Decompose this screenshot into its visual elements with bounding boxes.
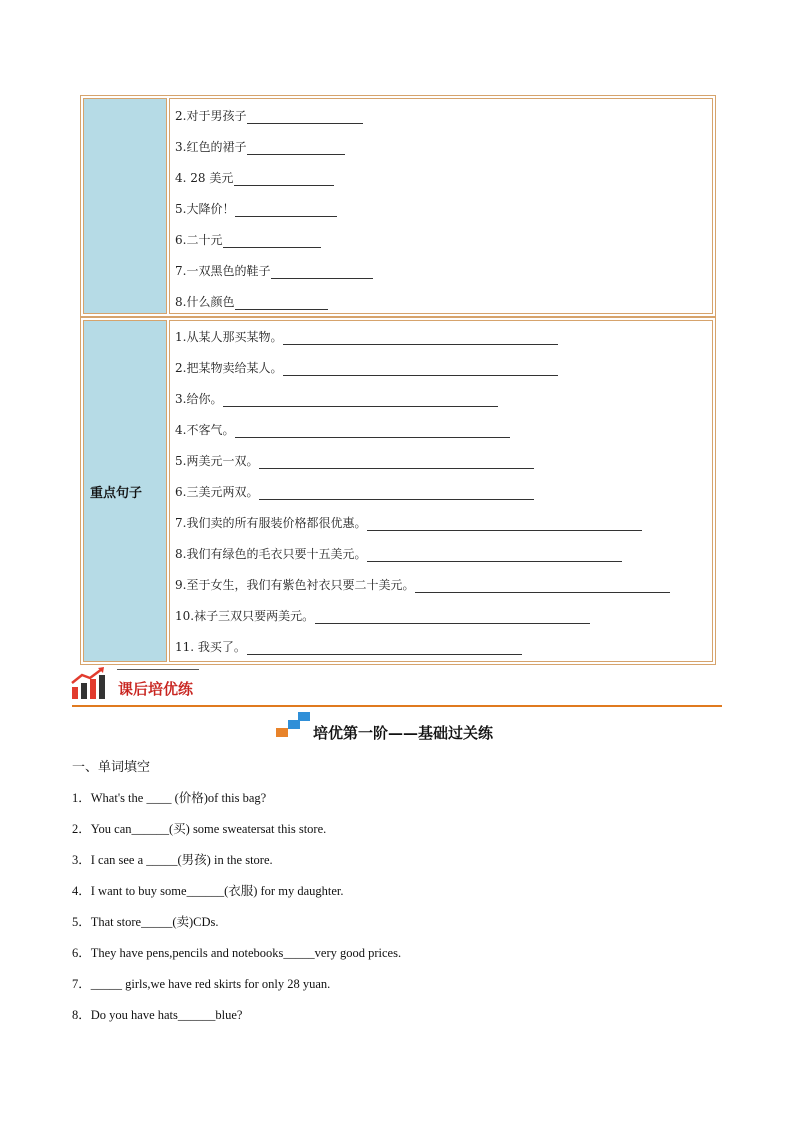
table-row-phrases [80, 95, 716, 317]
answer-blank[interactable] [283, 361, 558, 376]
vocab-table [80, 95, 716, 665]
sentence-text: 4.不客气。 [175, 423, 235, 437]
sentence-item [175, 390, 498, 407]
answer-blank[interactable] [367, 547, 622, 562]
section-title: 课后培优练 [118, 680, 194, 698]
answer-blank[interactable] [235, 423, 510, 438]
answer-blank[interactable] [283, 330, 558, 345]
sentence-item [175, 607, 590, 624]
phrase-text: 2.对于男孩子 [175, 109, 247, 123]
sentence-text: 1.从某人那买某物。 [175, 330, 283, 344]
exercise-item: 1．What's the ____ (价格)of this bag? [72, 791, 267, 805]
label-cell-phrases [83, 98, 167, 314]
row-label: 重点句子 [90, 486, 143, 501]
content-cell-sentences [169, 320, 713, 662]
sentence-item [175, 514, 642, 531]
sentence-item [175, 545, 622, 562]
section-rule [72, 705, 722, 707]
sentence-item [175, 452, 534, 469]
subsection-title: 培优第一阶——基础过关练 [313, 724, 494, 742]
sentence-text: 11. 我买了。 [175, 640, 246, 654]
answer-blank[interactable] [223, 233, 321, 248]
exercise-item: 5．That store_____(卖)CDs. [72, 915, 219, 929]
sentence-item [175, 421, 510, 438]
answer-blank[interactable] [415, 578, 670, 593]
answer-blank[interactable] [315, 609, 590, 624]
answer-blank[interactable] [271, 264, 373, 279]
exercise-item: 8．Do you have hats______blue? [72, 1008, 243, 1022]
sentence-text: 10.袜子三双只要两美元。 [175, 609, 315, 623]
exercise-item: 4．I want to buy some______(衣服) for my daughter. [72, 884, 344, 898]
answer-blank[interactable] [247, 640, 522, 655]
answer-blank[interactable] [259, 485, 534, 500]
sentence-text: 8.我们有绿色的毛衣只要十五美元。 [175, 547, 367, 561]
answer-blank[interactable] [259, 454, 534, 469]
answer-blank[interactable] [235, 295, 328, 310]
phrase-item [175, 262, 373, 279]
exercise-item: 7．_____ girls,we have red skirts for only 28 yuan. [72, 977, 331, 991]
answer-blank[interactable] [247, 109, 363, 124]
sentence-item [175, 576, 670, 593]
answer-blank[interactable] [234, 171, 334, 186]
phrase-text: 5.大降价！ [175, 202, 235, 216]
phrase-text: 6.二十元 [175, 233, 223, 247]
answer-blank[interactable] [223, 392, 498, 407]
sentence-item [175, 359, 558, 376]
sentence-text: 7.我们卖的所有服装价格都很优惠。 [175, 516, 367, 530]
content-cell-phrases [169, 98, 713, 314]
phrase-item [175, 293, 328, 310]
table-row-sentences [80, 317, 716, 665]
exercise-item: 3．I can see a _____(男孩) in the store. [72, 853, 273, 867]
exercise-item: 6．They have pens,pencils and notebooks_____very good prices. [72, 946, 402, 960]
phrase-item [175, 200, 337, 217]
sentence-text: 2.把某物卖给某人。 [175, 361, 283, 375]
part-title: 一、单词填空 [72, 760, 151, 775]
answer-blank[interactable] [235, 202, 337, 217]
exercise-item: 2．You can______(买) some sweatersat this store. [72, 822, 327, 836]
chart-trend-icon [70, 667, 108, 701]
section-top-line [117, 669, 199, 670]
phrase-text: 7.一双黑色的鞋子 [175, 264, 271, 278]
sentence-text: 9.至于女生，我们有紫色衬衣只要二十美元。 [175, 578, 415, 592]
phrase-item [175, 231, 321, 248]
sentence-item [175, 638, 522, 655]
phrase-text: 8.什么颜色 [175, 295, 235, 309]
sentence-text: 5.两美元一双。 [175, 454, 259, 468]
sentence-text: 6.三美元两双。 [175, 485, 259, 499]
answer-blank[interactable] [367, 516, 642, 531]
phrase-text: 3.红色的裙子 [175, 140, 247, 154]
answer-blank[interactable] [247, 140, 345, 155]
phrase-item [175, 138, 345, 155]
label-cell-sentences [83, 320, 167, 662]
phrase-item [175, 107, 363, 124]
steps-icon [276, 712, 310, 738]
phrase-item [175, 169, 334, 186]
sentence-item [175, 483, 534, 500]
sentence-text: 3.给你。 [175, 392, 223, 406]
phrase-text: 4. 28 美元 [175, 171, 234, 185]
sentence-item [175, 328, 558, 345]
